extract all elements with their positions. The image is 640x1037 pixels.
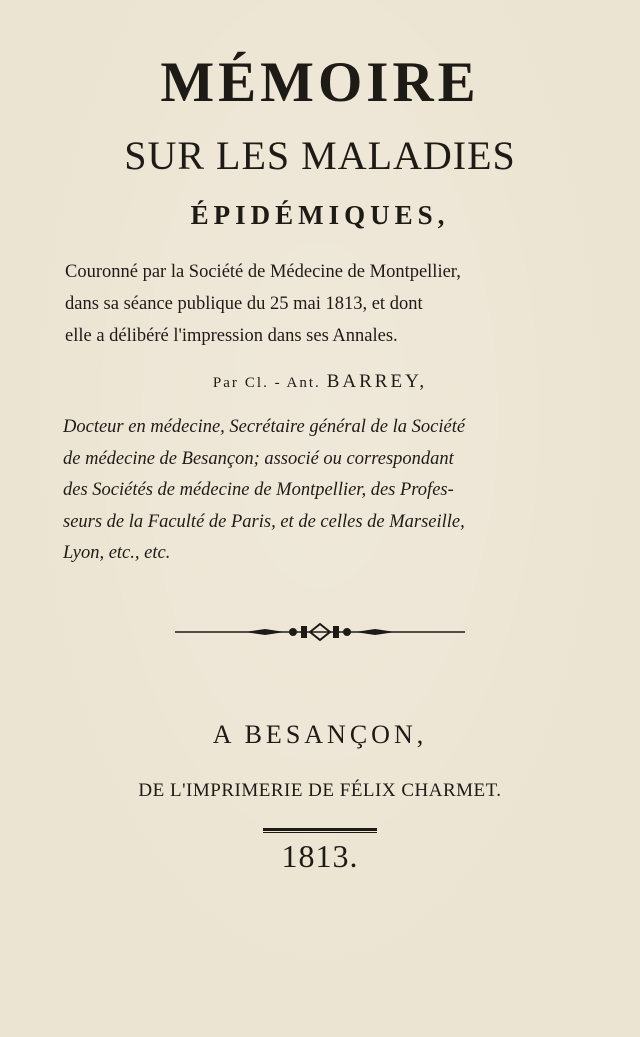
subtitle-continued: ÉPIDÉMIQUES, — [190, 200, 450, 230]
award-statement — [65, 256, 625, 352]
credentials-line-4: seurs de la Faculté de Paris, et de celles de Marseille, — [63, 511, 465, 532]
rule-thick — [263, 828, 377, 831]
rule-thin — [263, 832, 377, 833]
credentials-line-1: Docteur en médecine, Secrétaire général de la Société — [63, 417, 466, 437]
author-initials: Cl. - Ant. — [244, 375, 321, 391]
main-title: MÉMOIRE — [160, 51, 480, 114]
credentials-line-5: Lyon, etc., etc. — [63, 543, 171, 563]
author-prefix: Par — [212, 375, 239, 391]
subtitle: SUR LES MALADIES — [124, 133, 516, 178]
award-line-1: Couronné par la Société de Médecine de Montpellier, — [65, 262, 461, 282]
imprint-year: 1813. — [281, 838, 359, 874]
ornament-divider — [175, 620, 465, 644]
double-rule — [263, 828, 377, 833]
credentials-line-3: des Sociétés de médecine de Montpellier, des Profes- — [63, 480, 454, 500]
award-line-2: dans sa séance publique du 25 mai 1813, et dont — [65, 294, 423, 314]
author-credentials — [63, 412, 623, 570]
imprint-printer: DE L'IMPRIMERIE DE FÉLIX CHARMET. — [138, 780, 502, 801]
imprint-place: A BESANÇON, — [212, 720, 428, 749]
credentials-line-2: de médecine de Besançon; associé ou correspondant — [63, 448, 454, 469]
author-surname: BARREY, — [326, 371, 428, 392]
author-line — [0, 370, 640, 393]
award-line-3: elle a délibéré l'impression dans ses Annales. — [65, 326, 398, 346]
